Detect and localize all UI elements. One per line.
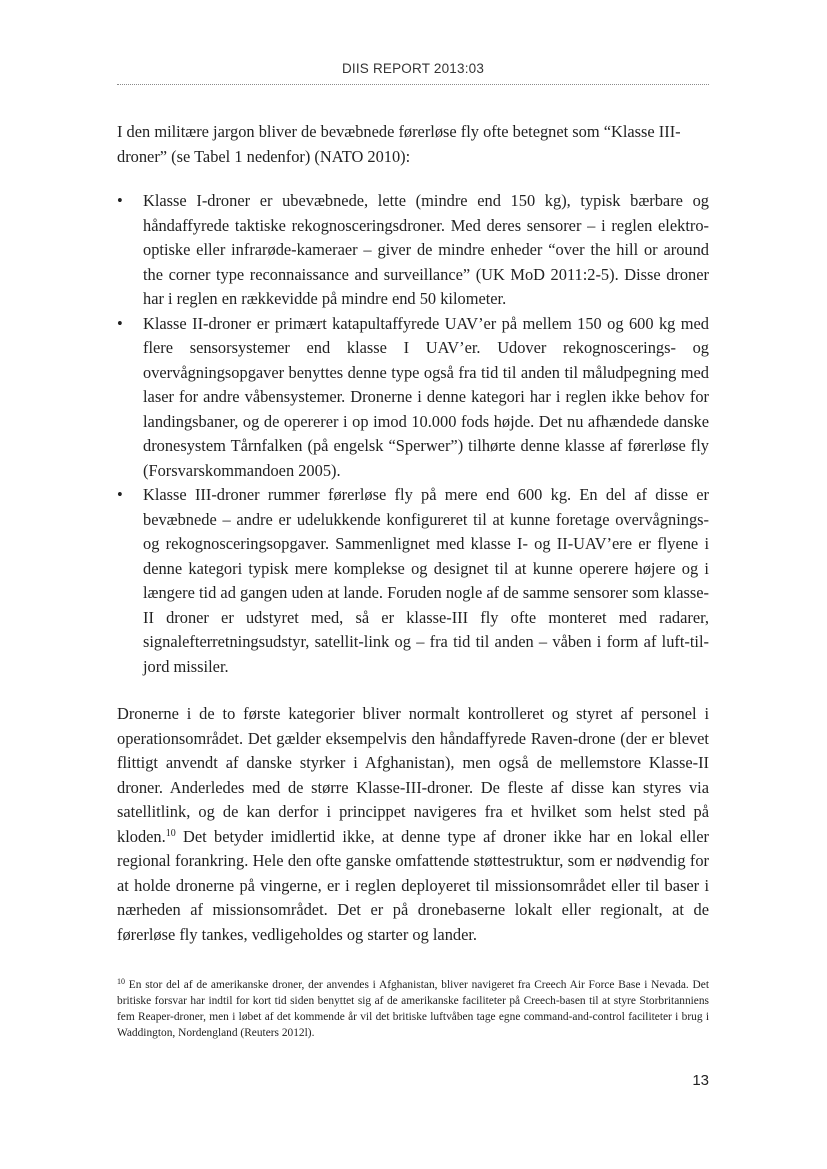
footnote-reference[interactable]: 10 [165,827,176,839]
page-number: 13 [692,1072,709,1089]
list-item-text: Klasse II-droner er primært katapultaffyrede UAV’er på mellem 150 og 600 kg med flere sensorsystemer end klasse I UAV’er. Udover rekognoscerings- og overvågningsopgaver benyttes denne type også fra tid til anden til måludpegning med laser for andre våbensystemer. Dronerne i denne kategori har i reglen ikke behov for landingsbaner, og de opererer i op imod 10.000 fods højde. Det nu afhændede danske dronesystem Tårnfalken (på engelsk “Sperwer”) tilhørte denne klasse af førerløse fly (Forsvarskommandoen 2005). [143,313,709,480]
list-item-class-1 [117,189,709,312]
bullet-marker: • [117,313,123,333]
footnote [117,977,709,1041]
list-item-text: Klasse III-droner rummer førerløse fly på mere end 600 kg. En del af disse er bevæbnede – andre er udelukkende konfigureret til at kunne foretage overvågnings- og rekognosceringsopgaver. Sammenlignet med klasse I- og II-UAV’ere er flyene i denne kategori typisk mere komplekse og designet til at kunne operere højere og i længere tid ad gangen uden at lande. Foruden nogle af de samme sensorer som klasse-II droner er udstyret med, så er klasse-III fly ofte monteret med radarer, signalefterretningsudstyr, satellit-link og – fra tid til anden – våben i form af luft-til-jord missiler. [143,485,709,676]
bullet-marker: • [117,191,123,210]
footnote-number: 10 [117,977,125,986]
footnote-text: En stor del af de amerikanske droner, der anvendes i Afghanistan, bliver navigeret fra Creech Air Force Base i Nevada. Det britiske forsvar har indtil for kort tid siden benyttet sig af de amerikanske faciliteter på Creech-basen til at styre Storbritanniens fem Reaper-droner, men i løbet af det kommende år vil det britiske luftvåben tage egne command-and-control faciliteter i brug i Waddington, Nordengland (Reuters 2012l). [117,979,709,1039]
body-paragraph [117,702,709,947]
list-item-class-2 [117,312,709,484]
running-header: DIIS REPORT 2013:03 [341,61,485,76]
list-item-class-3 [117,483,709,679]
header-dotted-rule [117,84,709,85]
list-item-text: Klasse I-droner er ubevæbnede, lette (mindre end 150 kg), typisk bærbare og håndaffyrede taktiske rekognosceringsdroner. Med deres sensorer – i reglen elektro-optiske eller infrarøde-kameraer – giver de mindre enheder “over the hill or around the corner type reconnaissance and surveillance” (UK MoD 2011:2-5). Disse droner har i reglen en rækkevidde på mindre end 50 kilometer. [143,191,709,308]
paragraph-text-before-note: Dronerne i de to første kategorier bliver normalt kontrolleret og styret af personel i operationsområdet. Det gælder eksempelvis den håndaffyrede Raven-drone (der er blevet flittigt anvendt af danske styrker i Afghanistan), men også de mellemstore Klasse-II droner. Anderledes med de større Klasse-III-droner. De fleste af disse kan styres via satellitlink, og de kan derfor i princippet navigeres fra et hvilket som helst sted på kloden. [117,704,709,846]
drone-class-list [117,189,709,679]
bullet-marker: • [117,485,123,504]
paragraph-text-after-note: Det betyder imidlertid ikke, at denne type af droner ikke har en lokal eller regional forankring. Hele den ofte ganske omfattende støttestruktur, som er nødvendig for at holde dronerne på vingerne, er i reglen deployeret til missionsområdet eller til baser i nærheden af missionsområdet. Det er på dronebaserne lokalt eller regionalt, at de førerløse fly tankes, vedligeholdes og starter og lander. [117,826,709,944]
intro-paragraph: I den militære jargon bliver de bevæbnede førerløse fly ofte betegnet som “Klasse III-droner” (se Tabel 1 nedenfor) (NATO 2010): [117,122,681,166]
